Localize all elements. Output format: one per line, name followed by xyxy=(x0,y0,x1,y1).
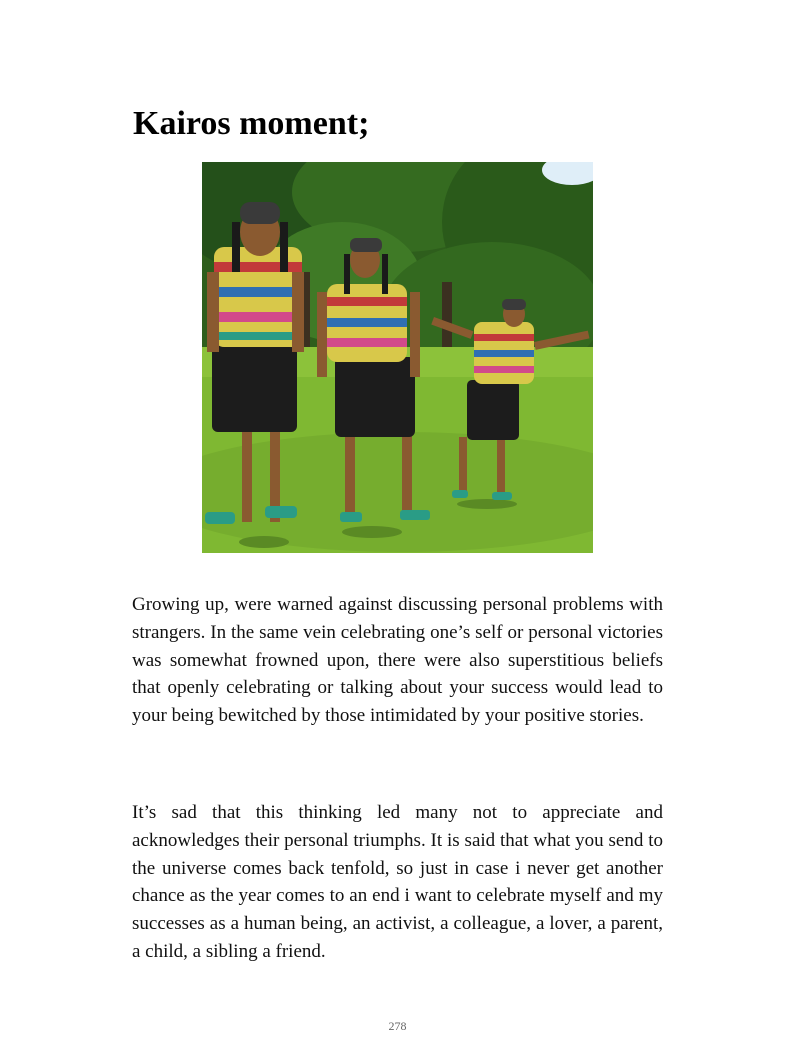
page-number: 278 xyxy=(388,1019,407,1033)
paragraph-2: It’s sad that this thinking led many not to appreciate and acknowledges their personal triumphs. It is said that what you send to the universe comes back tenfold, so just in case i never get another chance as the year comes to an end i want to celebrate myself and my successes as a human being, an activist, a colleague, a lover, a parent, a child, a sibling a friend. xyxy=(132,802,663,962)
photo-three-poses xyxy=(202,162,593,553)
page-title: Kairos moment; xyxy=(133,105,370,142)
paragraph-1: Growing up, were warned against discussing personal problems with strangers. In the same vein celebrating one’s self or personal victories was somewhat frowned upon, there were also superstitious beliefs that openly celebrating or talking about your success would lead to your being bewitched by those intimidated by your positive stories. xyxy=(132,594,663,727)
